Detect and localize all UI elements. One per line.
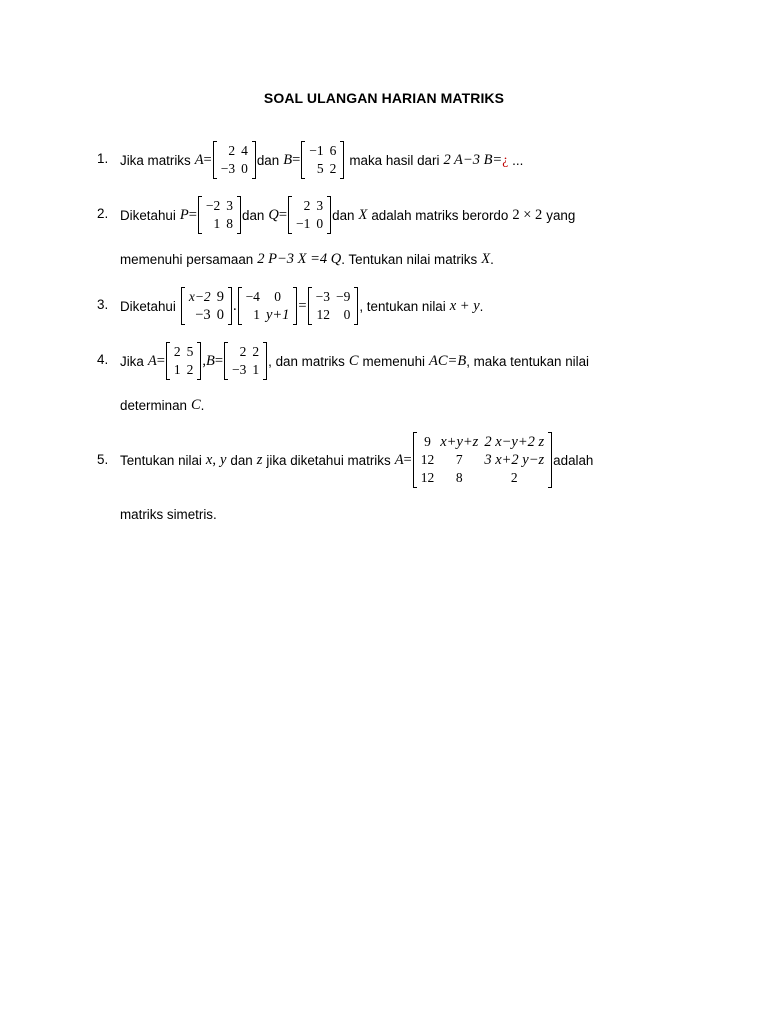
question-2-line-2: [120, 251, 494, 268]
question-1-number: 1.: [97, 151, 109, 166]
q4-dot: .: [200, 398, 205, 413]
q3-text-tentukan: , tentukan nilai: [359, 298, 446, 314]
q4-comma: ,: [202, 352, 206, 369]
matrix-cell: −2: [205, 198, 221, 213]
q4-var-c-2: C: [191, 397, 201, 413]
matrix-cell: −3: [232, 362, 247, 377]
question-4-line-1: [120, 342, 589, 380]
matrix-cell: 8: [226, 216, 233, 231]
matrix-cell: 9: [216, 289, 224, 305]
matrix-cell: 1: [252, 362, 260, 377]
q5-matrix-a: [413, 432, 552, 488]
q3-expression: x + y: [449, 297, 480, 314]
matrix-cell: −1: [309, 143, 324, 158]
question-1: [120, 141, 523, 179]
q2-matrix-p: [198, 196, 241, 234]
q5-var-y: y: [219, 451, 227, 468]
question-4-line-2: [120, 397, 204, 414]
q2-equation: 2 P−3 X =4 Q: [257, 251, 342, 267]
matrix-cell: 2: [303, 198, 311, 213]
q4-var-b: B: [206, 352, 215, 369]
matrix-cell: 2: [239, 344, 247, 359]
q5-text-adalah: adalah: [553, 452, 594, 468]
matrix-cell: 3: [226, 198, 233, 213]
q5-var-x: x: [205, 451, 213, 468]
q3-matrix-2: [238, 287, 298, 325]
matrix-cell: −4: [245, 289, 260, 304]
q3-dot-operator: .: [232, 297, 237, 314]
q5-text-dan: dan: [230, 452, 253, 468]
q5-text-jika: jika diketahui matriks: [266, 452, 391, 468]
matrix-cell: y+1: [265, 307, 290, 323]
q4-text-dan: , dan matriks: [268, 353, 345, 369]
q2-text-intro: Diketahui: [120, 207, 176, 223]
q2-dot: .: [490, 252, 494, 267]
q1-equals-a: =: [203, 151, 212, 168]
q3-text-intro: Diketahui: [120, 298, 176, 314]
matrix-cell: −3: [195, 307, 211, 323]
matrix-cell: 6: [329, 143, 337, 158]
q4-matrix-a: [166, 342, 202, 380]
q1-text-intro: Jika matriks: [120, 152, 191, 168]
matrix-cell: 1: [173, 362, 181, 377]
q3-matrix-1: [181, 287, 232, 325]
matrix-cell: x−2: [188, 289, 211, 304]
q4-text-maka: , maka tentukan nilai: [466, 353, 590, 369]
matrix-cell: 3 x+2 y−z: [484, 452, 545, 468]
matrix-cell: 2: [228, 143, 236, 158]
q4-equals-b: =: [214, 352, 224, 369]
matrix-cell: 0: [343, 307, 351, 322]
matrix-cell: 0: [241, 161, 248, 176]
q5-equals: =: [403, 451, 412, 468]
q5-var-z: z: [256, 451, 263, 468]
matrix-cell: 1: [253, 307, 260, 322]
q5-comma: ,: [212, 451, 216, 468]
matrix-cell: x+y+z: [440, 434, 479, 450]
question-4-number: 4.: [97, 352, 109, 367]
matrix-cell: −9: [335, 289, 351, 304]
q2-text-dan-2: dan: [332, 207, 355, 223]
matrix-cell: 7: [455, 452, 463, 467]
question-3-number: 3.: [97, 297, 109, 312]
question-2-line-1: [120, 196, 575, 234]
q2-var-x: X: [358, 206, 368, 223]
page-title: SOAL ULANGAN HARIAN MATRIKS: [263, 90, 505, 106]
matrix-cell: 2: [186, 362, 194, 377]
q5-var-a: A: [394, 451, 404, 468]
matrix-cell: 2: [252, 344, 260, 359]
q4-expression: AC=B: [429, 352, 467, 369]
q3-equals: =: [298, 297, 307, 314]
q1-var-a: A: [194, 151, 204, 168]
matrix-cell: 2: [510, 470, 518, 485]
q1-ellipsis: ...: [512, 152, 524, 168]
matrix-cell: 2: [173, 344, 181, 359]
q4-matrix-b: [224, 342, 267, 380]
q2-var-p: P: [179, 206, 189, 223]
q4-var-a: A: [147, 352, 157, 369]
q4-equals-a: =: [156, 352, 165, 369]
matrix-cell: 5: [186, 344, 194, 359]
question-5-line-1: [120, 432, 593, 488]
q3-end: .: [479, 298, 484, 314]
q2-equals-p: =: [188, 206, 197, 223]
q2-matrix-q: [288, 196, 331, 234]
matrix-cell: 2 x−y+2 z: [484, 434, 545, 450]
q4-text-determinan: determinan: [120, 398, 187, 413]
matrix-cell: 12: [420, 452, 435, 467]
q4-text-jika: Jika: [120, 353, 144, 369]
q2-text-dan: dan: [242, 207, 265, 223]
matrix-cell: 4: [241, 143, 248, 158]
q4-text-memenuhi: memenuhi: [362, 353, 426, 369]
q2-text-yang: yang: [546, 207, 576, 223]
q2-var-q: Q: [268, 206, 279, 223]
q2-var-x-2: X: [481, 251, 491, 267]
matrix-cell: −3: [220, 161, 236, 176]
q1-text-dan: dan: [256, 152, 280, 168]
q2-equals-q: =: [278, 206, 288, 223]
q2-text-tentukan: . Tentukan nilai matriks: [341, 252, 478, 267]
matrix-cell: 3: [316, 198, 324, 213]
matrix-cell: 0: [274, 289, 282, 304]
q1-matrix-b: [301, 141, 344, 179]
q5-text-simetris: matriks simetris.: [120, 507, 217, 522]
q2-text-berordo: adalah matriks berordo: [371, 207, 509, 223]
q5-text-tentukan: Tentukan nilai: [120, 452, 202, 468]
q1-error-glyph: ¿: [502, 152, 509, 167]
matrix-cell: 0: [316, 216, 324, 231]
question-5-line-2: [120, 507, 217, 522]
question-2-number: 2.: [97, 206, 109, 221]
matrix-cell: 0: [216, 307, 224, 323]
matrix-cell: 8: [455, 470, 463, 485]
question-3: [120, 287, 483, 325]
q3-matrix-3: [308, 287, 359, 325]
matrix-cell: 5: [316, 161, 324, 176]
question-5-number: 5.: [97, 452, 109, 467]
matrix-cell: −3: [315, 289, 330, 304]
q1-var-b: B: [283, 151, 293, 168]
matrix-cell: 12: [420, 470, 435, 485]
matrix-cell: 12: [316, 307, 330, 322]
matrix-cell: 1: [213, 216, 221, 231]
q1-matrix-a: [213, 141, 256, 179]
q4-var-c: C: [348, 352, 359, 369]
matrix-cell: −1: [296, 216, 311, 231]
q1-expression: 2 A−3 B=: [443, 151, 503, 168]
q2-text-memenuhi: memenuhi persamaan: [120, 252, 254, 267]
q1-equals-b: =: [292, 151, 301, 168]
matrix-cell: 9: [424, 434, 431, 449]
q2-order: 2 × 2: [512, 206, 543, 223]
matrix-cell: 2: [329, 161, 337, 176]
q1-text-maka: maka hasil dari: [349, 152, 440, 168]
